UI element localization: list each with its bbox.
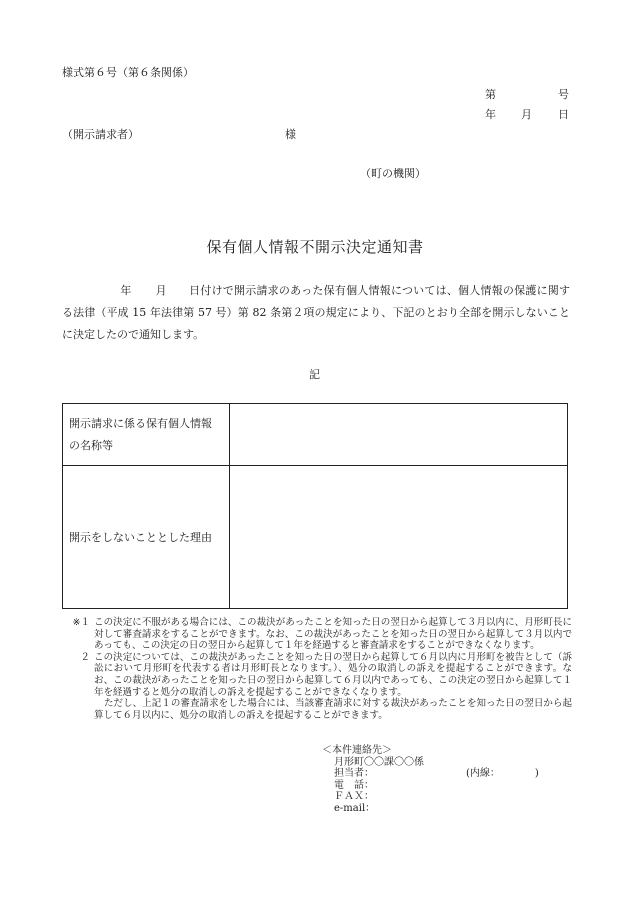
- contact-naisen: (内線： ): [466, 768, 539, 780]
- reason-label: 開示をしないこととした理由: [69, 531, 212, 544]
- note-2: [62, 652, 572, 698]
- info-name-label-cell: [63, 404, 230, 466]
- agency-label: （町の機関）: [360, 167, 426, 180]
- info-name-label-line1: 開示請求に係る保有個人情報: [69, 416, 212, 430]
- note-1-text: この決定に不服がある場合には、この裁決があったことを知った日の翌日から起算して３月以内に、月形町長に対して審査請求をすることができます。なお、この裁決があったことを知った日の翌日から起算して３月以内であっても、この決定の日の翌日から起算して１年を経過すると審査請求をすることができなくなります。: [94, 617, 572, 652]
- reason-label-cell: [63, 466, 230, 609]
- contact-fax-label: ＦＡＸ：: [334, 791, 374, 803]
- ki-label: 記: [309, 368, 320, 381]
- contact-block: [322, 745, 539, 815]
- contact-heading: ＜本件連絡先＞: [322, 745, 392, 756]
- contact-tel-label: 電 話：: [334, 779, 374, 791]
- note-1: [62, 617, 572, 652]
- notes-section: [62, 617, 572, 721]
- sama-label: 様: [285, 128, 296, 141]
- form-number: 様式第６号（第６条関係）: [62, 66, 194, 79]
- note-2-extra: ただし、上記１の審査請求をした場合には、当該審査請求に対する裁決があったことを知った日の翌日から起算して６月以内に、処分の取消しの訴えを提起することができます。: [94, 698, 572, 721]
- table-row: [63, 404, 568, 466]
- body-paragraph-text: 日付けで開示請求のあった保有個人情報については、個人情報の保護に関する法律（平成 15 年法律第 57 号）第 82 条第２項の規定により、下記のとおり全部を開示しないことに決定したので通知します。: [62, 284, 571, 341]
- reason-value-cell[interactable]: [230, 466, 568, 609]
- doc-number-go: 号: [558, 88, 569, 101]
- body-paragraph: [62, 280, 570, 346]
- requester-label: （開示請求者）: [62, 128, 139, 141]
- info-name-value-cell[interactable]: [230, 404, 568, 466]
- info-name-label-line2: の名称等: [69, 438, 113, 452]
- contact-dept: 月形町〇〇課〇〇係: [334, 756, 424, 768]
- date-month: 月: [521, 108, 532, 121]
- doc-number-dai: 第: [485, 88, 496, 101]
- note-2-text: この決定については、この裁決があったことを知った日の翌日から起算して６月以内に月形町を被告として（訴訟において月形町を代表する者は月形町長となります。）、処分の取消しの訴えを提起することができます。なお、この裁決があったことを知った日の翌日から起算して６月以内であっても、この決定の翌日から起算して１年を経過すると処分の取消しの訴えを提起することができなくなります。: [94, 651, 572, 698]
- body-date-year: 年: [120, 284, 132, 297]
- table-row: [63, 466, 568, 609]
- record-table: [62, 403, 568, 609]
- date-day: 日: [558, 108, 569, 121]
- body-date-month: 月: [155, 284, 167, 297]
- note-2-number: ２: [80, 651, 90, 663]
- note-1-number: ※１: [72, 617, 90, 628]
- contact-tantou-label: 担当者：: [334, 768, 374, 780]
- date-year: 年: [485, 108, 496, 121]
- contact-email-label: e-mail：: [334, 802, 376, 814]
- document-title: 保有個人情報不開示決定通知書: [206, 238, 424, 256]
